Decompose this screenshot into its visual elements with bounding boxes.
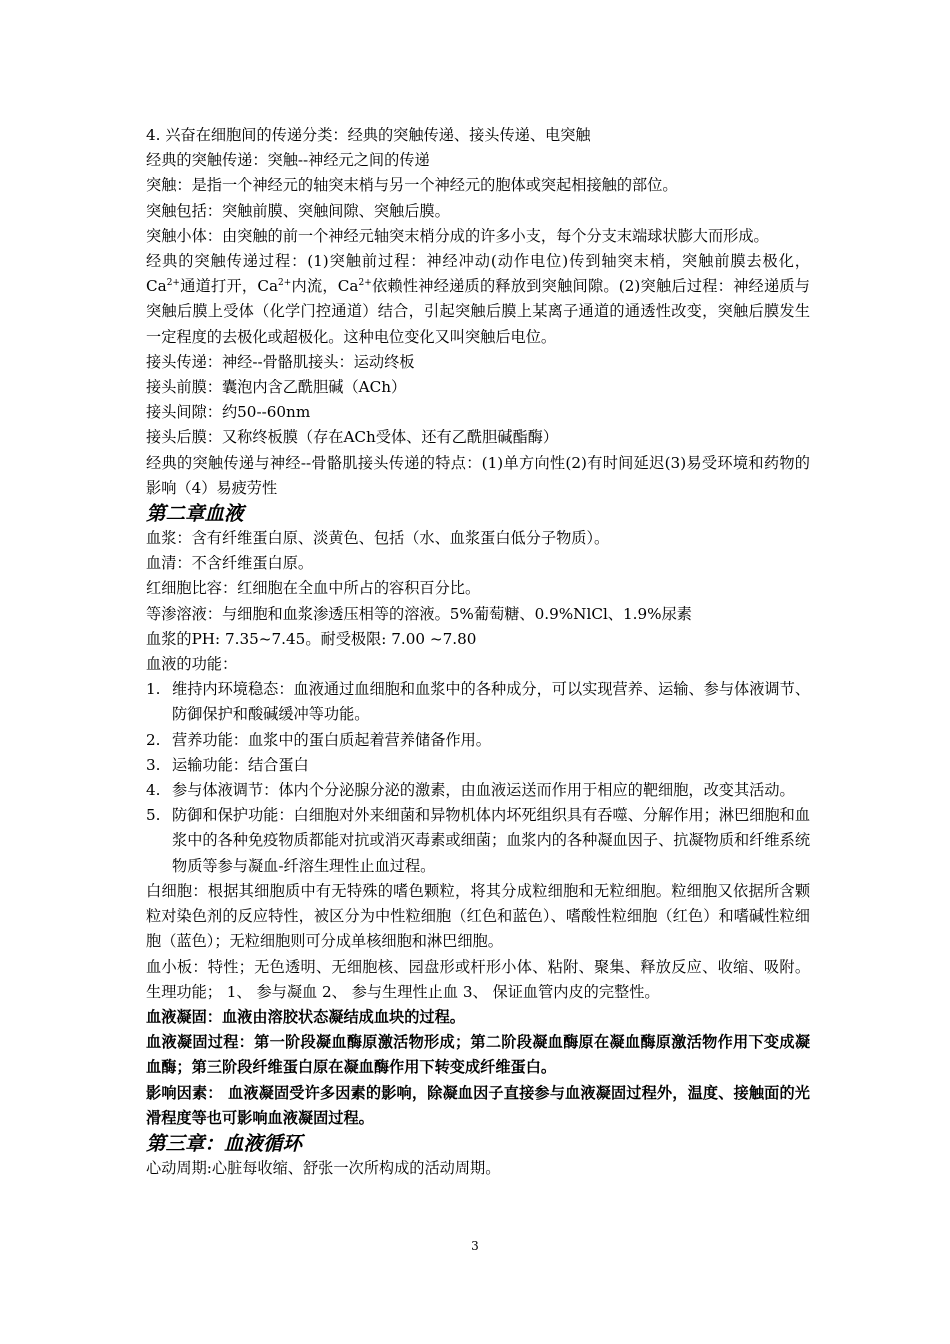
superscript: 2+ xyxy=(278,278,292,289)
chapter-heading: 第二章血液 xyxy=(146,502,244,526)
superscript: 2+ xyxy=(166,278,180,289)
text-line: 突触：是指一个神经元的轴突末梢与另一个神经元的胞体或突起相接触的部位。 xyxy=(146,176,678,195)
list-item-text: 运输功能：结合蛋白 xyxy=(172,755,309,774)
text-paragraph: 白细胞：根据其细胞质中有无特殊的嗜色颗粒，将其分成粒细胞和无粒细胞。粒细胞又依据所含颗粒对染色剂的反应特性，被区分为中性粒细胞（红色和蓝色）、嗜酸性粒细胞（红色）和嗜碱性粒细胞（蓝色）；无粒细胞则可分成单核细胞和淋巴细胞。 xyxy=(146,881,810,951)
document-body xyxy=(146,123,810,1181)
text-line: 4. 兴奋在细胞间的传递分类：经典的突触传递、接头传递、电突触 xyxy=(146,126,591,144)
list-item xyxy=(146,677,810,727)
list-number: 2. xyxy=(146,730,161,749)
blood-function-list xyxy=(146,677,810,879)
bold-paragraph: 影响因素： 血液凝固受许多因素的影响，除凝血因子直接参与血液凝固过程外，温度、接触面的光滑程度等也可影响血液凝固过程。 xyxy=(146,1083,810,1127)
text-line: 接头传递：神经--骨骼肌接头：运动终板 xyxy=(146,352,415,371)
text-line: 红细胞比容：红细胞在全血中所占的容积百分比。 xyxy=(146,579,481,598)
text-line: 接头前膜：囊泡内含乙酰胆碱（ACh） xyxy=(146,378,407,397)
text-run: 内流，Ca xyxy=(291,277,359,296)
text-line: 等渗溶液：与细胞和血浆渗透压相等的溶液。5%葡萄糖、0.9%NlCl、1.9%尿素 xyxy=(146,604,692,623)
bold-paragraph: 血液凝固过程：第一阶段凝血酶原激活物形成；第二阶段凝血酶原在凝血酶原激活物作用下变成凝血酶；第三阶段纤维蛋白原在凝血酶作用下转变成纤维蛋白。 xyxy=(146,1033,810,1077)
list-number: 1. xyxy=(146,680,161,699)
text-paragraph: 突触小体：由突触的前一个神经元轴突末梢分成的许多小支，每个分支末端球状膨大而形成。 xyxy=(146,226,769,245)
text-paragraph: 血小板：特性；无色透明、无细胞核、园盘形或杆形小体、粘附、聚集、释放反应、收缩、吸附。生理功能； 1、 参与凝血 2、 参与生理性止血 3、 保证血管内皮的完整性。 xyxy=(146,957,810,1001)
synaptic-transmission-paragraph xyxy=(146,249,810,350)
text-line: 经典的突触传递：突触--神经元之间的传递 xyxy=(146,151,430,170)
text-line: 血清：不含纤维蛋白原。 xyxy=(146,554,314,573)
text-line: 血浆：含有纤维蛋白原、淡黄色、包括（水、血浆蛋白低分子物质）。 xyxy=(146,529,610,548)
text-line: 心动周期:心脏每收缩、舒张一次所构成的活动周期。 xyxy=(146,1158,501,1177)
list-item xyxy=(146,753,810,778)
superscript: 2+ xyxy=(358,278,372,289)
text-line: 血浆的PH: 7.35~7.45。耐受极限: 7.00 ~7.80 xyxy=(146,629,477,648)
list-item xyxy=(146,728,810,753)
text-line: 突触包括：突触前膜、突触间隙、突触后膜。 xyxy=(146,201,450,220)
page-number: 3 xyxy=(471,1239,479,1253)
text-line: 接头间隙：约50--60nm xyxy=(146,403,311,422)
text-run: 经典的突触传递过程：(1)突触前过程：神经冲动(动作电位)传到轴突末梢，突触前膜去极化，Ca xyxy=(146,252,810,296)
text-paragraph: 经典的突触传递与神经--骨骼肌接头传递的特点：(1)单方向性(2)有时间延迟(3)易受环境和药物的影响（4）易疲劳性 xyxy=(146,453,810,497)
list-number: 4. xyxy=(146,781,161,800)
bold-paragraph: 血液凝固：血液由溶胶状态凝结成血块的过程。 xyxy=(146,1007,465,1026)
list-number: 3. xyxy=(146,755,161,774)
list-item xyxy=(146,778,810,803)
text-line: 血液的功能： xyxy=(146,655,238,674)
list-item xyxy=(146,803,810,879)
list-item-text: 参与体液调节：体内个分泌腺分泌的激素，由血液运送而作用于相应的靶细胞，改变其活动。 xyxy=(172,781,795,800)
list-item-text: 维持内环境稳态：血液通过血细胞和血浆中的各种成分，可以实现营养、运输、参与体液调节、防御保护和酸碱缓冲等功能。 xyxy=(172,680,810,724)
text-run: 依赖性神经递质的释放到突触间隙。(2)突触后过程：神经递质与突触后膜上受体（化学门控通道）结合，引起突触后膜上某离子通道的通透性改变，突触后膜发生一定程度的去极化或超极化。这种电位变化又叫突触后电位。 xyxy=(146,277,810,346)
list-number: 5. xyxy=(146,806,161,825)
list-item-text: 防御和保护功能：白细胞对外来细菌和异物机体内坏死组织具有吞噬、分解作用；淋巴细胞和血浆中的各种免疫物质都能对抗或消灭毒素或细菌；血浆内的各种凝血因子、抗凝物质和纤维系统物质等参与凝血-纤溶生理性止血过程。 xyxy=(172,806,810,875)
text-run: 通道打开，Ca xyxy=(179,277,279,296)
chapter-heading: 第三章：血液循环 xyxy=(146,1131,303,1155)
text-line: 接头后膜：又称终板膜（存在ACh受体、还有乙酰胆碱酯酶） xyxy=(146,428,559,447)
list-item-text: 营养功能：血浆中的蛋白质起着营养储备作用。 xyxy=(172,730,491,749)
